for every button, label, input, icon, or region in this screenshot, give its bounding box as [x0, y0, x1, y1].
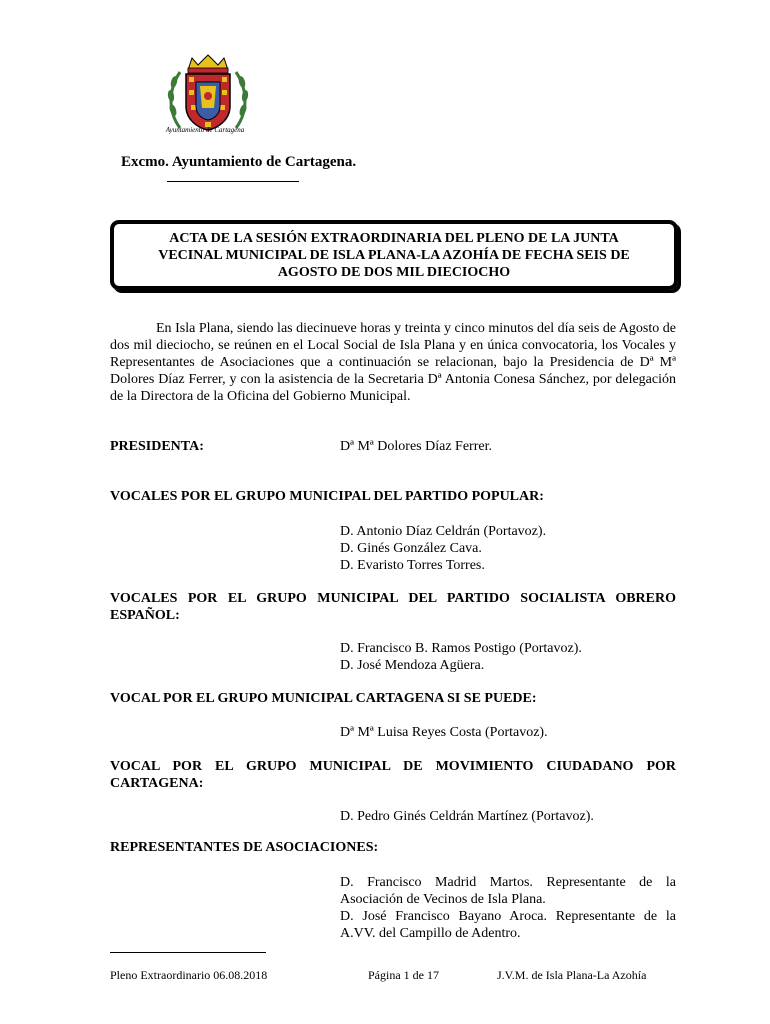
- member-name: D. Evaristo Torres Torres.: [340, 558, 485, 573]
- intro-paragraph: [110, 320, 676, 405]
- member-name: Dª Mª Luisa Reyes Costa (Portavoz).: [340, 725, 548, 740]
- coat-of-arms-icon: [158, 50, 258, 136]
- asociacion-representative: D. José Francisco Bayano Aroca. Representante de la A.VV. del Campillo de Adentro.: [340, 909, 676, 941]
- pp-members: [340, 523, 676, 574]
- member-name: D. José Mendoza Agüera.: [340, 658, 485, 673]
- presidenta-heading: PRESIDENTA:: [110, 439, 204, 454]
- member-name: D. Francisco B. Ramos Postigo (Portavoz).: [340, 641, 582, 656]
- psoe-heading: VOCALES POR EL GRUPO MUNICIPAL DEL PARTIDO SOCIALISTA OBRERO ESPAÑOL:: [110, 591, 676, 623]
- csp-heading: VOCAL POR EL GRUPO MUNICIPAL CARTAGENA SI SE PUEDE:: [110, 691, 537, 706]
- title-line: AGOSTO DE DOS MIL DIECIOCHO: [277, 264, 511, 280]
- psoe-members: [340, 640, 676, 674]
- member-name: D. Ginés González Cava.: [340, 541, 482, 556]
- presidenta-name: Dª Mª Dolores Díaz Ferrer.: [340, 439, 492, 454]
- footer-left: Pleno Extraordinario 06.08.2018: [110, 968, 268, 982]
- institution-underline: [167, 181, 299, 182]
- asociacion-representative: D. Francisco Madrid Martos. Representante de la Asociación de Vecinos de Isla Plana.: [340, 875, 676, 907]
- asociaciones-heading: REPRESENTANTES DE ASOCIACIONES:: [110, 840, 379, 855]
- pp-heading: VOCALES POR EL GRUPO MUNICIPAL DEL PARTIDO POPULAR:: [110, 489, 544, 504]
- institution-name: Excmo. Ayuntamiento de Cartagena.: [121, 154, 357, 170]
- footer-right: J.V.M. de Isla Plana-La Azohía: [497, 968, 647, 982]
- title-line: ACTA DE LA SESIÓN EXTRAORDINARIA DEL PLENO DE LA JUNTA: [169, 230, 619, 246]
- logo-caption: Ayuntamiento de Cartagena: [165, 126, 245, 134]
- footer-page-number: Página 1 de 17: [368, 968, 439, 982]
- member-name: D. Pedro Ginés Celdrán Martínez (Portavoz).: [340, 809, 594, 824]
- mc-heading: VOCAL POR EL GRUPO MUNICIPAL DE MOVIMIENTO CIUDADANO POR CARTAGENA:: [110, 759, 676, 791]
- intro-text: En Isla Plana, siendo las diecinueve horas y treinta y cinco minutos del día seis de Agosto de dos mil dieciocho, se reúnen en el Local Social de Isla Plana y en única convocatoria, los Vocales y Representantes de Asociaciones que a continuación se relacionan, bajo la Presidencia de Dª Mª Dolores Díaz Ferrer, y con la asistencia de la Secretaria Dª Antonia Conesa Sánchez, por delegación de la Directora de la Oficina del Gobierno Municipal.: [110, 321, 676, 404]
- document-title: [134, 230, 654, 281]
- member-name: D. Antonio Díaz Celdrán (Portavoz).: [340, 524, 547, 539]
- title-line: VECINAL MUNICIPAL DE ISLA PLANA-LA AZOHÍA DE FECHA SEIS DE: [158, 247, 630, 263]
- mc-members: [340, 808, 676, 825]
- document-title-box: [110, 220, 678, 290]
- csp-members: [340, 724, 676, 741]
- footer-rule: [110, 952, 266, 953]
